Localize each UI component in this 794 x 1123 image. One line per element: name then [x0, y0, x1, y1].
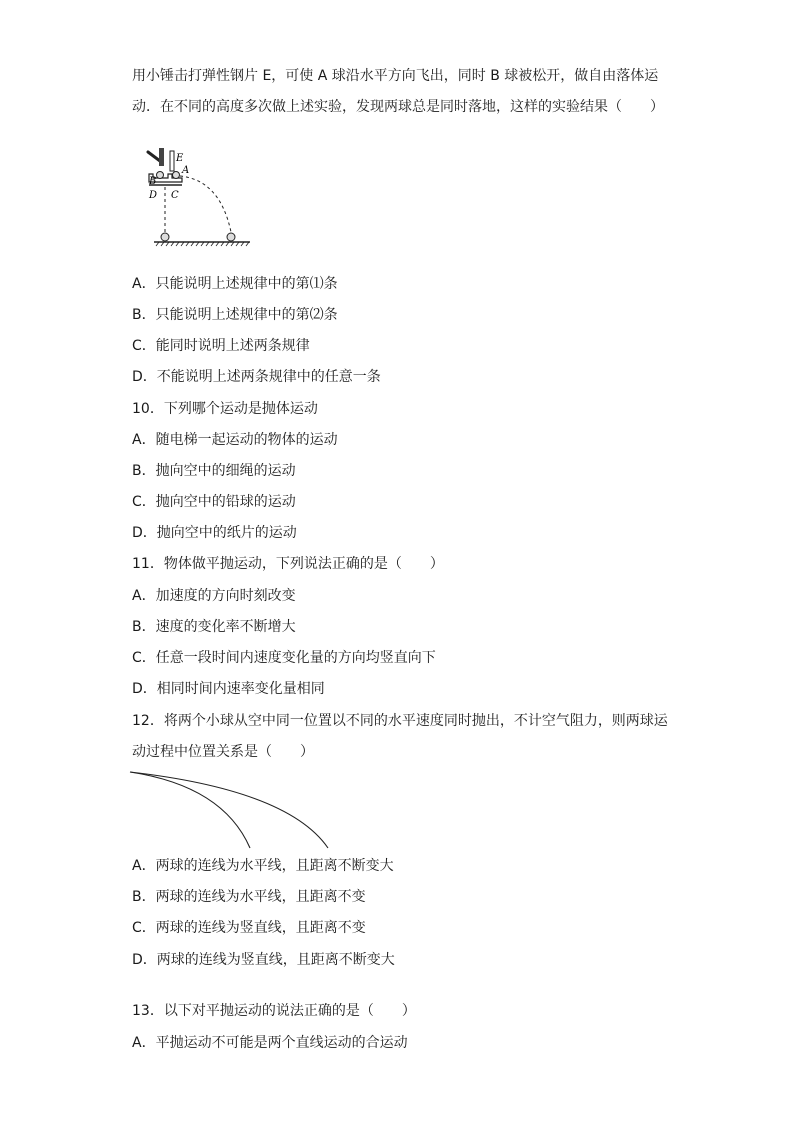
q11-option-a: A．加速度的方向时刻改变	[132, 588, 296, 604]
q12-stem-line2: 动过程中位置关系是（ ）	[132, 744, 314, 760]
q10-option-c: C．抛向空中的铅球的运动	[132, 494, 296, 510]
q12-trajectory-figure	[128, 768, 338, 850]
ball-a	[173, 172, 180, 179]
q12-option-a: A．两球的连线为水平线，且距离不断变大	[132, 858, 394, 874]
label-d: D	[149, 190, 158, 201]
q9-apparatus-figure	[140, 140, 260, 250]
spring-plate-e	[170, 151, 174, 171]
q10-option-a: A．随电梯一起运动的物体的运动	[132, 432, 338, 448]
q9-option-c: C．能同时说明上述两条规律	[132, 338, 310, 354]
trajectory-slow	[130, 772, 250, 848]
ball-b	[157, 172, 164, 179]
label-b: B	[149, 176, 157, 187]
q9-option-d: D．不能说明上述两条规律中的任意一条	[132, 369, 381, 385]
q10-stem: 10．下列哪个运动是抛体运动	[132, 401, 318, 417]
q10-option-b: B．抛向空中的细绳的运动	[132, 463, 296, 479]
q12-option-b: B．两球的连线为水平线，且距离不变	[132, 889, 366, 905]
q9-stem-line2: 动．在不同的高度多次做上述实验，发现两球总是同时落地，这样的实验结果（ ）	[132, 99, 664, 115]
q11-option-c: C．任意一段时间内速度变化量的方向均竖直向下	[132, 650, 436, 666]
ball-landed-b	[161, 233, 169, 241]
q12-option-d: D．两球的连线为竖直线，且距离不断变大	[132, 952, 395, 968]
q12-stem-line1: 12．将两个小球从空中同一位置以不同的水平速度同时抛出，不计空气阻力，则两球运	[132, 713, 668, 729]
label-a: A	[182, 165, 190, 176]
q12-option-c: C．两球的连线为竖直线，且距离不变	[132, 920, 366, 936]
label-e: E	[176, 153, 184, 164]
q13-stem: 13．以下对平抛运动的说法正确的是（ ）	[132, 1003, 416, 1019]
q13-option-a: A．平抛运动不可能是两个直线运动的合运动	[132, 1035, 408, 1051]
trajectory-fast	[130, 772, 328, 848]
q9-stem-line1: 用小锤击打弹性钢片 E，可使 A 球沿水平方向飞出，同时 B 球被松开，做自由落体运	[132, 68, 659, 84]
q9-option-a: A．只能说明上述规律中的第⑴条	[132, 276, 338, 292]
projectile-path	[180, 176, 231, 232]
q11-option-d: D．相同时间内速率变化量相同	[132, 681, 325, 697]
label-c: C	[171, 190, 179, 201]
q9-option-b: B．只能说明上述规律中的第⑵条	[132, 307, 338, 323]
q11-option-b: B．速度的变化率不断增大	[132, 619, 296, 635]
q10-option-d: D．抛向空中的纸片的运动	[132, 525, 297, 541]
ground	[154, 242, 250, 246]
hammer-icon	[148, 148, 164, 166]
q11-stem: 11．物体做平抛运动，下列说法正确的是（ ）	[132, 556, 444, 572]
ball-landed-a	[227, 233, 235, 241]
